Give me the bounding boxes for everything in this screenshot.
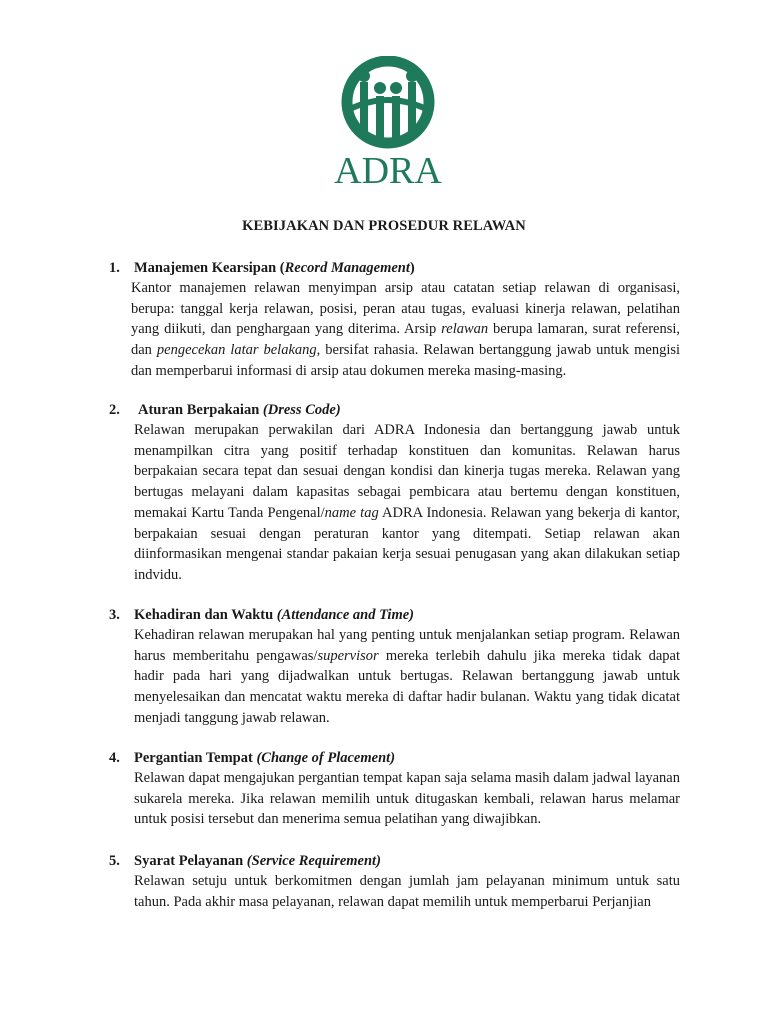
section-number: 4. bbox=[109, 750, 120, 766]
text-run: mereka terlebih dahulu jika mereka tidak dapat hadir pada hari yang dijadwalkan untuk bertugas. Relawan bertanggung jawab untuk menyelesaikan dan mencatat waktu mereka di daftar hadir bulanan. Waktu yang tidak dicatat menjadi tanggung jawab relawan. bbox=[134, 647, 681, 726]
section-name-en: Dress Code bbox=[267, 402, 336, 418]
italic-run: pengecekan latar belakang bbox=[156, 342, 317, 359]
section-3 bbox=[109, 605, 680, 729]
italic-run: name tag bbox=[324, 504, 379, 521]
section-2 bbox=[109, 400, 680, 586]
adra-logo-text: ADRA bbox=[334, 150, 442, 186]
text-run: Relawan merupakan perwakilan dari ADRA Indonesia dan bertanggung jawab untuk menampilkan citra yang positif terhadap konstituen dan komunitas. Relawan harus berpakaian secara tepat dan sesuai dengan kondisi dan kinerja tugas mereka. Relawan yang bertugas melayani dalam kapasitas sebagai pembicara atau bertemu dengan konstituen, memakai Kartu Tanda Pengenal/ bbox=[134, 422, 680, 521]
section-name: Pergantian Tempat bbox=[134, 750, 253, 766]
section-heading: Kehadiran dan Waktu (Attendance and Time) bbox=[134, 607, 415, 623]
section-name-en: Service Requirement bbox=[251, 853, 377, 869]
section-name-en: Record Management bbox=[284, 260, 410, 276]
section-name: Manajemen Kearsipan bbox=[134, 260, 277, 276]
section-body bbox=[134, 625, 680, 729]
text-run: Relawan setuju untuk berkomitmen dengan jumlah jam pelayanan minimum untuk satu tahun. Pada akhir masa pelayanan, relawan dapat memilih untuk memperbarui Perjanjian bbox=[134, 873, 680, 910]
section-body bbox=[131, 278, 680, 382]
section-number: 1. bbox=[109, 260, 120, 276]
section-number: 2. bbox=[109, 402, 120, 418]
section-name-en: Attendance and Time bbox=[281, 607, 410, 623]
document-title: KEBIJAKAN DAN PROSEDUR RELAWAN bbox=[242, 218, 526, 234]
section-5 bbox=[109, 851, 680, 912]
section-heading: Aturan Berpakaian (Dress Code) bbox=[138, 402, 341, 418]
text-run: Kehadiran relawan merupakan hal yang penting untuk menjalankan setiap program. Relawan harus memberitahu pengawas/ bbox=[134, 627, 680, 664]
section-name: Aturan Berpakaian bbox=[138, 402, 260, 418]
text-run: , bersifat rahasia. Relawan bertanggung jawab untuk mengisi dan memperbarui informasi di arsip atau dokumen mereka masing-masing. bbox=[131, 342, 681, 379]
section-heading: Syarat Pelayanan (Service Requirement) bbox=[134, 853, 381, 869]
section-4 bbox=[109, 748, 680, 830]
section-number: 3. bbox=[109, 607, 120, 623]
text-run: Relawan dapat mengajukan pergantian tempat kapan saja selama masih dalam jadwal layanan sukarela mereka. Jika relawan memilih untuk ditugaskan kembali, relawan harus melamar untuk posisi tersebut dan menerima semua pelatihan yang diwajibkan. bbox=[134, 770, 680, 828]
section-name: Kehadiran dan Waktu bbox=[134, 607, 274, 623]
adra-logo bbox=[322, 56, 454, 186]
italic-run: supervisor bbox=[317, 647, 379, 664]
section-name: Syarat Pelayanan bbox=[134, 853, 244, 869]
text-run: berupa lamaran, surat referensi, dan bbox=[131, 321, 681, 359]
adra-logo-emblem bbox=[322, 56, 454, 186]
section-heading: Pergantian Tempat (Change of Placement) bbox=[134, 750, 396, 766]
italic-run: relawan bbox=[441, 321, 489, 338]
section-body bbox=[134, 768, 680, 830]
section-body bbox=[134, 871, 680, 912]
text-run: Kantor manajemen relawan menyimpan arsip atau catatan setiap relawan di organisasi, berupa: tanggal kerja relawan, posisi, peran atau tugas, evaluasi kinerja relawan, pelatihan yang diikuti, dan penghargaan yang diterima. Arsip bbox=[131, 280, 680, 338]
section-body bbox=[134, 420, 680, 586]
section-name-en: Change of Placement bbox=[261, 750, 391, 766]
section-number: 5. bbox=[109, 853, 120, 869]
section-heading: Manajemen Kearsipan (Record Management) bbox=[134, 260, 415, 276]
section-1 bbox=[109, 258, 680, 382]
text-run: ADRA Indonesia. Relawan yang bekerja di kantor, berpakaian sesuai dengan peraturan kantor yang ditempati. Setiap relawan akan diinformasikan mengenai standar pakaian kerja sesuai penugasan yang akan dilakukan setiap indvidu. bbox=[134, 504, 680, 583]
